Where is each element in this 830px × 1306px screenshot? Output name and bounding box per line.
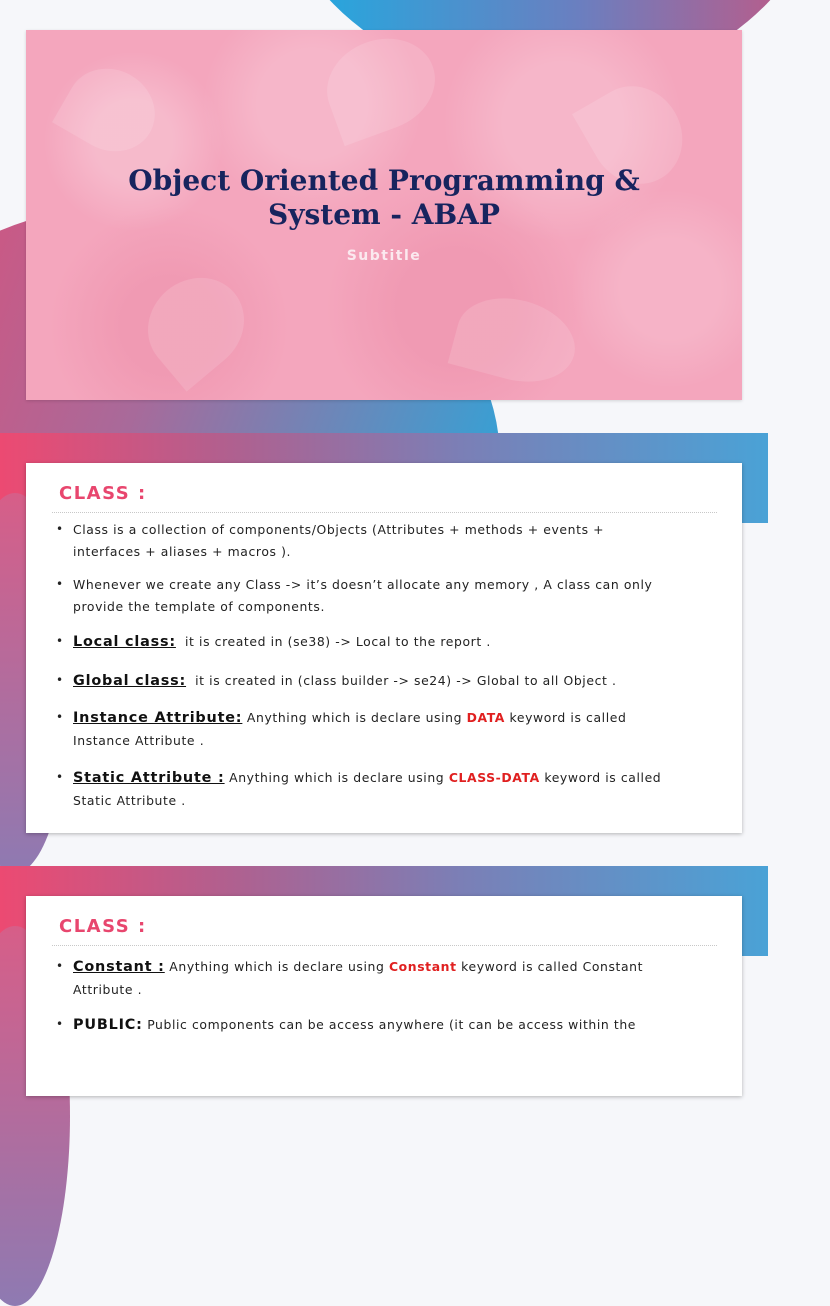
title-line-2: System - ABAP: [268, 198, 500, 231]
bullet-list: [56, 952, 696, 1037]
title-line-1: Object Oriented Programming &: [128, 164, 640, 197]
content-slide-2: [0, 433, 768, 865]
bullet-text: Anything which is declare using: [242, 710, 467, 725]
bullet-text: keyword is called Constant: [456, 959, 644, 974]
bullet-text: keyword is called: [505, 710, 627, 725]
content-slide-3: [0, 866, 768, 1033]
keyword-highlight: Constant: [388, 959, 457, 974]
bullet-term: Instance Attribute:: [73, 710, 243, 726]
blossom-petal: [129, 258, 263, 391]
bullet-item: [56, 574, 696, 617]
bullet-list: [56, 519, 696, 811]
bullet-text: it is created in (class builder -> se24) -> Global to all Object .: [186, 672, 617, 688]
bullet-item: [56, 707, 696, 751]
slide-heading: CLASS :: [59, 916, 147, 937]
bullet-text: keyword is called: [539, 770, 662, 785]
bullet-term: Global class:: [73, 672, 187, 689]
bullet-item: [56, 1014, 696, 1037]
bullet-item: [56, 767, 696, 811]
heading-divider: [52, 945, 717, 946]
bullet-item: [56, 631, 696, 654]
presentation-title: [26, 164, 742, 232]
bullet-text: Attribute .: [73, 981, 143, 997]
title-slide: [0, 0, 768, 432]
title-card-blossom-background: [26, 30, 742, 400]
bullet-item: [56, 956, 696, 1000]
bullet-item: [56, 519, 696, 562]
bullet-text: interfaces + aliases + macros ).: [73, 543, 292, 559]
content-card: [26, 463, 742, 833]
content-card: [26, 896, 742, 1096]
bullet-term: Static Attribute :: [73, 770, 225, 786]
keyword-highlight: DATA: [466, 710, 505, 725]
bullet-text: Static Attribute .: [73, 792, 186, 808]
presentation-subtitle: Subtitle: [346, 248, 422, 264]
slide-heading: CLASS :: [59, 483, 147, 504]
bullet-text: it is created in (se38) -> Local to the report .: [175, 634, 491, 649]
bullet-text: Anything which is declare using: [224, 770, 449, 785]
bullet-text: Instance Attribute .: [73, 732, 205, 748]
bullet-term: Constant :: [73, 959, 165, 975]
bullet-term: Local class:: [73, 634, 176, 650]
blossom-petal: [314, 24, 448, 146]
bullet-text: Class is a collection of components/Objects (Attributes + methods + events +: [73, 522, 605, 537]
heading-divider: [52, 512, 717, 513]
bullet-item: [56, 670, 696, 693]
bullet-text: Whenever we create any Class -> it’s doesn’t allocate any memory , A class can only: [73, 577, 653, 592]
bullet-text: provide the template of components.: [73, 598, 325, 614]
blossom-petal: [448, 286, 585, 394]
keyword-highlight: CLASS-DATA: [448, 770, 540, 785]
bullet-text: Anything which is declare using: [164, 959, 389, 974]
bullet-text: Public components can be access anywhere (it can be access within the: [142, 1017, 637, 1032]
blossom-petal: [52, 53, 170, 167]
bullet-term: PUBLIC:: [73, 1017, 143, 1033]
